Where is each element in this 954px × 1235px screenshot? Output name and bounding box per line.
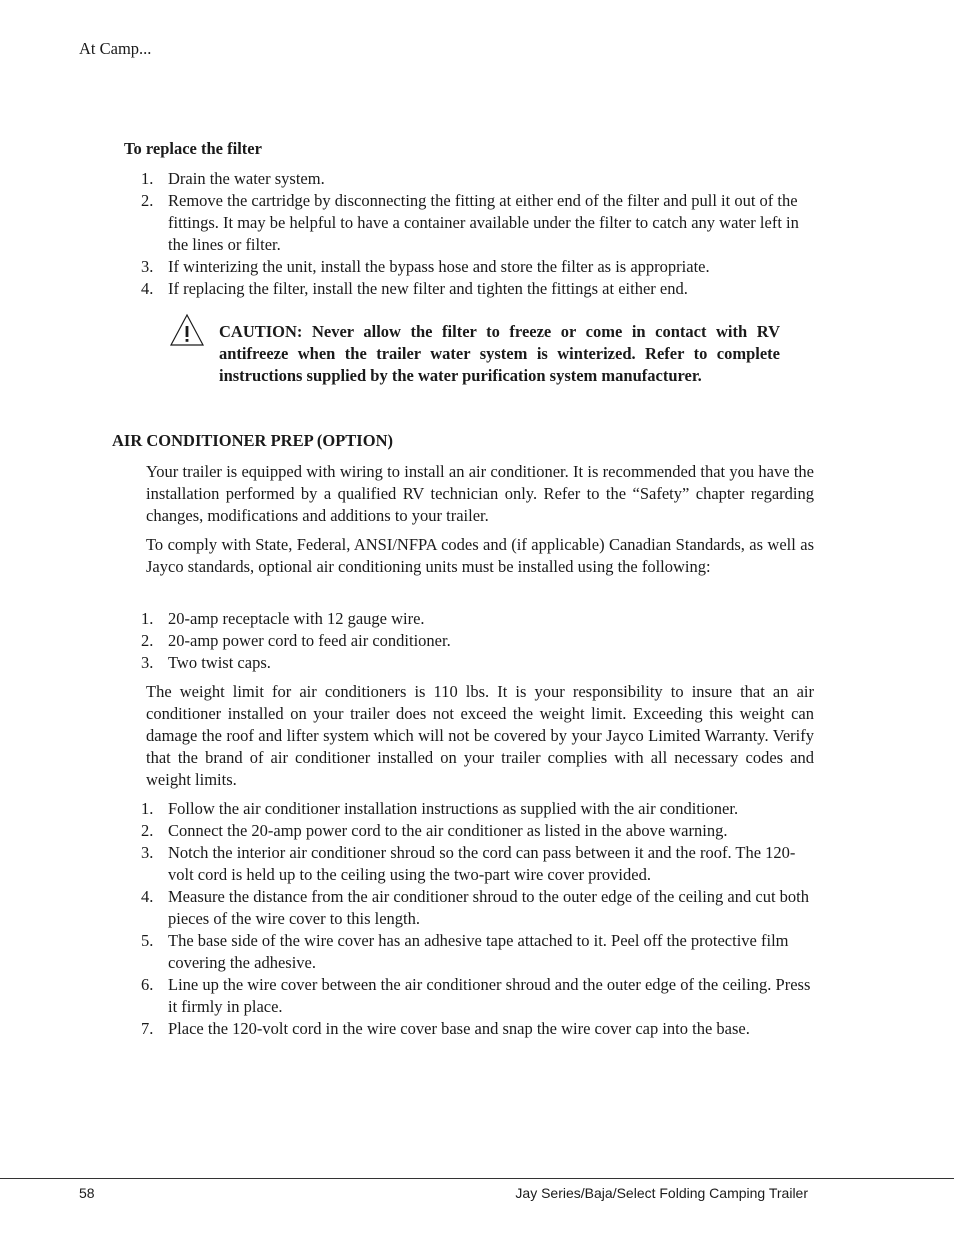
list-number: 6. <box>141 975 154 994</box>
list-item-text: Follow the air conditioner installation instructions as supplied with the air conditioner. <box>168 799 739 818</box>
list-number: 1. <box>141 609 154 628</box>
list-item-text: Connect the 20-amp power cord to the air conditioner as listed in the above warning. <box>168 821 728 840</box>
list-item <box>141 630 811 652</box>
paragraph-weight-limit: The weight limit for air conditioners is 110 lbs. It is your responsibility to insure that an air conditioner installed on your trailer does not exceed the weight limit. Exceeding this weight can damage the roof and lifter system which will not be covered by your Jayco Limited Warranty. Verify that the brand of air conditioner installed on your trailer complies with all necessary codes and weight limits. <box>146 682 814 789</box>
list-number: 7. <box>141 1019 154 1038</box>
list-item <box>141 842 813 886</box>
list-number: 2. <box>141 631 154 650</box>
list-item <box>141 974 813 1018</box>
list-item-text: The base side of the wire cover has an adhesive tape attached to it. Peel off the protective film covering the adhesive. <box>168 931 789 972</box>
list-item-text: 20-amp receptacle with 12 gauge wire. <box>168 609 425 628</box>
list-item <box>141 652 811 674</box>
section-heading-air-conditioner: AIR CONDITIONER PREP (OPTION) <box>112 431 393 450</box>
footer-title: Jay Series/Baja/Select Folding Camping Trailer <box>515 1185 808 1201</box>
filter-steps-list <box>141 168 811 300</box>
list-item <box>141 190 811 256</box>
list-number: 3. <box>141 653 154 672</box>
installation-steps-list <box>141 798 813 1040</box>
list-item-text: Drain the water system. <box>168 169 325 188</box>
list-number: 4. <box>141 279 154 298</box>
list-number: 2. <box>141 191 154 210</box>
list-item <box>141 278 811 300</box>
list-number: 1. <box>141 169 154 188</box>
list-item <box>141 608 811 630</box>
running-head: At Camp... <box>79 39 152 58</box>
caution-text: CAUTION: Never allow the filter to freeze or come in contact with RV antifreeze when the trailer water system is winterized. Refer to complete instructions supplied by the water purification system manufacturer. <box>219 322 780 385</box>
list-item-text: Line up the wire cover between the air conditioner shroud and the outer edge of the ceiling. Press it firmly in place. <box>168 975 811 1016</box>
paragraph-wiring: Your trailer is equipped with wiring to install an air conditioner. It is recommended that you have the installation performed by a qualified RV technician only. Refer to the “Safety” chapter regarding changes, modifications and additions to your trailer. <box>146 462 814 525</box>
list-item-text: 20-amp power cord to feed air conditioner. <box>168 631 451 650</box>
list-item <box>141 820 813 842</box>
warning-triangle-icon <box>169 313 205 347</box>
list-item-text: Two twist caps. <box>168 653 271 672</box>
list-item <box>141 798 813 820</box>
list-item <box>141 168 811 190</box>
list-item-text: Notch the interior air conditioner shroud so the cord can pass between it and the roof. The 120-volt cord is held up to the ceiling using the two-part wire cover provided. <box>168 843 796 884</box>
list-number: 2. <box>141 821 154 840</box>
list-item <box>141 886 813 930</box>
requirements-list <box>141 608 811 674</box>
list-number: 4. <box>141 887 154 906</box>
paragraph-standards: To comply with State, Federal, ANSI/NFPA codes and (if applicable) Canadian Standards, as well as Jayco standards, optional air conditioning units must be installed using the following: <box>146 535 814 576</box>
page-number: 58 <box>79 1185 95 1201</box>
list-number: 3. <box>141 257 154 276</box>
list-item <box>141 1018 813 1040</box>
list-item-text: Remove the cartridge by disconnecting the fitting at either end of the filter and pull it out of the fittings. It may be helpful to have a container available under the filter to catch any water left in the lines or filter. <box>168 191 799 254</box>
footer-rule <box>0 1178 954 1179</box>
list-item <box>141 930 813 974</box>
list-number: 3. <box>141 843 154 862</box>
list-number: 5. <box>141 931 154 950</box>
list-number: 1. <box>141 799 154 818</box>
list-item-text: If winterizing the unit, install the bypass hose and store the filter as is appropriate. <box>168 257 710 276</box>
section-heading-replace-filter: To replace the filter <box>124 139 262 158</box>
list-item-text: Place the 120-volt cord in the wire cover base and snap the wire cover cap into the base. <box>168 1019 750 1038</box>
list-item <box>141 256 811 278</box>
list-item-text: Measure the distance from the air conditioner shroud to the outer edge of the ceiling and cut both pieces of the wire cover to this length. <box>168 887 810 928</box>
list-item-text: If replacing the filter, install the new filter and tighten the fittings at either end. <box>168 279 688 298</box>
